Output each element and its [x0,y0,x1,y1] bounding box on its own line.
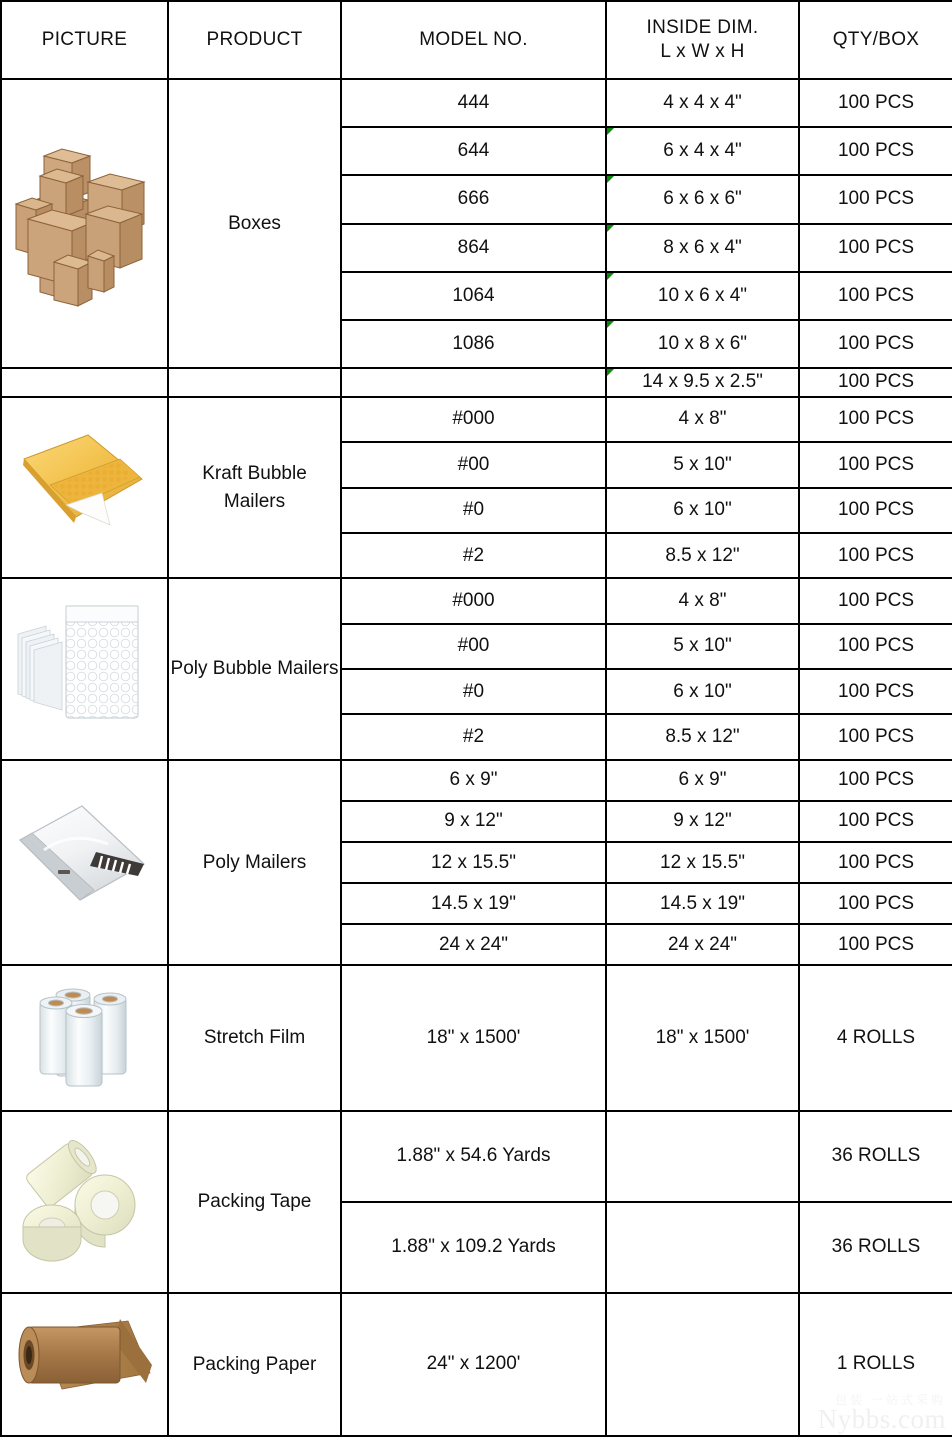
packing-tape-rolls-photo [10,1127,160,1277]
product-picture-cell [1,578,168,760]
kraft-bubble-mailer-photo [10,413,160,563]
inside-dim-cell: 4 x 4 x 4" [606,79,799,127]
model-no-cell: 644 [341,127,606,175]
column-header-qty-box [799,1,952,79]
cell-error-marker-icon [607,176,614,183]
qty-box-cell: 1 ROLLS [799,1293,952,1436]
header-label: QTY/BOX [832,28,920,50]
inside-dim-cell: 8.5 x 12" [606,714,799,759]
cardboard-boxes-photo [10,104,160,344]
qty-box-cell: 100 PCS [799,368,952,397]
product-name-cell [168,368,341,397]
qty-box-cell: 100 PCS [799,842,952,883]
product-picture-cell [1,397,168,579]
product-picture-cell [1,79,168,368]
stretch-film-rolls-photo [2,966,167,1110]
qty-box-cell: 100 PCS [799,79,952,127]
model-no-cell: 9 x 12" [341,801,606,842]
header-label: PRODUCT [206,28,303,50]
qty-box-cell: 100 PCS [799,442,952,487]
stretch-film-rolls-photo [10,978,160,1098]
qty-box-cell: 100 PCS [799,924,952,965]
model-no-cell: #00 [341,624,606,669]
inside-dim-cell: 5 x 10" [606,624,799,669]
poly-bubble-mailer-photo [10,594,160,744]
inside-dim-cell: 8.5 x 12" [606,533,799,578]
qty-box-cell: 100 PCS [799,883,952,924]
qty-box-cell: 100 PCS [799,272,952,320]
model-no-cell: #2 [341,533,606,578]
table-row [1,79,952,127]
model-no-cell: #000 [341,397,606,442]
table-row [1,397,952,442]
model-no-cell: #000 [341,578,606,623]
header-label: PICTURE [41,28,128,50]
product-picture-cell [1,1111,168,1293]
product-name-cell: Kraft Bubble Mailers [168,397,341,579]
kraft-bubble-mailer-photo [2,398,167,578]
qty-box-cell: 100 PCS [799,320,952,368]
header-label: INSIDE DIM. [646,16,759,38]
inside-dim-cell: 6 x 10" [606,669,799,714]
model-no-cell: 864 [341,224,606,272]
table-body [1,79,952,1436]
inside-dim-cell: 6 x 10" [606,488,799,533]
column-header-model-no [341,1,606,79]
kraft-paper-roll-photo [10,1305,160,1423]
qty-box-cell: 100 PCS [799,175,952,223]
table-row [1,578,952,623]
qty-box-cell: 100 PCS [799,533,952,578]
model-no-cell: 1086 [341,320,606,368]
inside-dim-cell: 9 x 12" [606,801,799,842]
product-name-cell: Packing Paper [168,1293,341,1436]
qty-box-cell: 100 PCS [799,578,952,623]
qty-box-cell: 4 ROLLS [799,965,952,1111]
qty-box-cell: 100 PCS [799,488,952,533]
inside-dim-cell: 18" x 1500' [606,965,799,1111]
header-row [1,1,952,79]
inside-dim-cell: 12 x 15.5" [606,842,799,883]
qty-box-cell: 100 PCS [799,714,952,759]
inside-dim-cell [606,1293,799,1436]
table-row [1,368,952,397]
qty-box-cell: 100 PCS [799,397,952,442]
product-picture-cell [1,1293,168,1436]
qty-box-cell: 36 ROLLS [799,1111,952,1202]
inside-dim-cell: 4 x 8" [606,397,799,442]
model-no-cell: #0 [341,669,606,714]
model-no-cell: #0 [341,488,606,533]
product-picture-cell [1,965,168,1111]
model-no-cell: 444 [341,79,606,127]
cell-error-marker-icon [607,273,614,280]
inside-dim-cell [606,1202,799,1293]
model-no-cell: 1064 [341,272,606,320]
column-header-inside-dim [606,1,799,79]
inside-dim-cell: 14 x 9.5 x 2.5" [606,368,799,397]
qty-box-cell: 100 PCS [799,624,952,669]
column-header-product [168,1,341,79]
cell-error-marker-icon [607,128,614,135]
poly-mailer-photo [2,761,167,964]
model-no-cell: 666 [341,175,606,223]
qty-box-cell: 36 ROLLS [799,1202,952,1293]
product-name-cell: Boxes [168,79,341,368]
poly-bubble-mailer-photo [2,579,167,759]
inside-dim-cell [606,1111,799,1202]
qty-box-cell: 100 PCS [799,127,952,175]
qty-box-cell: 100 PCS [799,224,952,272]
inside-dim-cell: 5 x 10" [606,442,799,487]
column-header-picture [1,1,168,79]
inside-dim-cell: 10 x 6 x 4" [606,272,799,320]
inside-dim-cell: 6 x 6 x 6" [606,175,799,223]
inside-dim-cell: 6 x 9" [606,760,799,801]
model-no-cell: 24" x 1200' [341,1293,606,1436]
poly-mailer-photo [10,778,160,948]
cell-error-marker-icon [607,225,614,232]
product-picture-cell [1,760,168,965]
product-picture-cell [1,368,168,397]
packing-tape-rolls-photo [2,1112,167,1292]
kraft-paper-roll-photo [2,1294,167,1435]
table-row [1,1293,952,1436]
product-name-cell: Poly Mailers [168,760,341,965]
inside-dim-cell: 24 x 24" [606,924,799,965]
inside-dim-cell: 6 x 4 x 4" [606,127,799,175]
cardboard-boxes-photo [2,80,167,367]
model-no-cell: 14.5 x 19" [341,883,606,924]
inside-dim-cell: 8 x 6 x 4" [606,224,799,272]
cell-error-marker-icon [607,369,614,376]
inside-dim-cell: 4 x 8" [606,578,799,623]
header-label: MODEL NO. [419,28,528,50]
table-row [1,760,952,801]
model-no-cell: #00 [341,442,606,487]
table-row [1,1111,952,1202]
product-name-cell: Stretch Film [168,965,341,1111]
table-header [1,1,952,79]
product-name-cell: Poly Bubble Mailers [168,578,341,760]
empty-picture [2,369,167,396]
model-no-cell: 1.88" x 109.2 Yards [341,1202,606,1293]
qty-box-cell: 100 PCS [799,669,952,714]
product-name-cell: Packing Tape [168,1111,341,1293]
model-no-cell: 24 x 24" [341,924,606,965]
qty-box-cell: 100 PCS [799,801,952,842]
model-no-cell: 1.88" x 54.6 Yards [341,1111,606,1202]
model-no-cell: #2 [341,714,606,759]
model-no-cell [341,368,606,397]
cell-error-marker-icon [607,321,614,328]
table-row [1,965,952,1111]
inside-dim-cell: 10 x 8 x 6" [606,320,799,368]
qty-box-cell: 100 PCS [799,760,952,801]
model-no-cell: 18" x 1500' [341,965,606,1111]
header-sublabel: L x W x H [660,41,745,62]
inside-dim-cell: 14.5 x 19" [606,883,799,924]
model-no-cell: 6 x 9" [341,760,606,801]
model-no-cell: 12 x 15.5" [341,842,606,883]
